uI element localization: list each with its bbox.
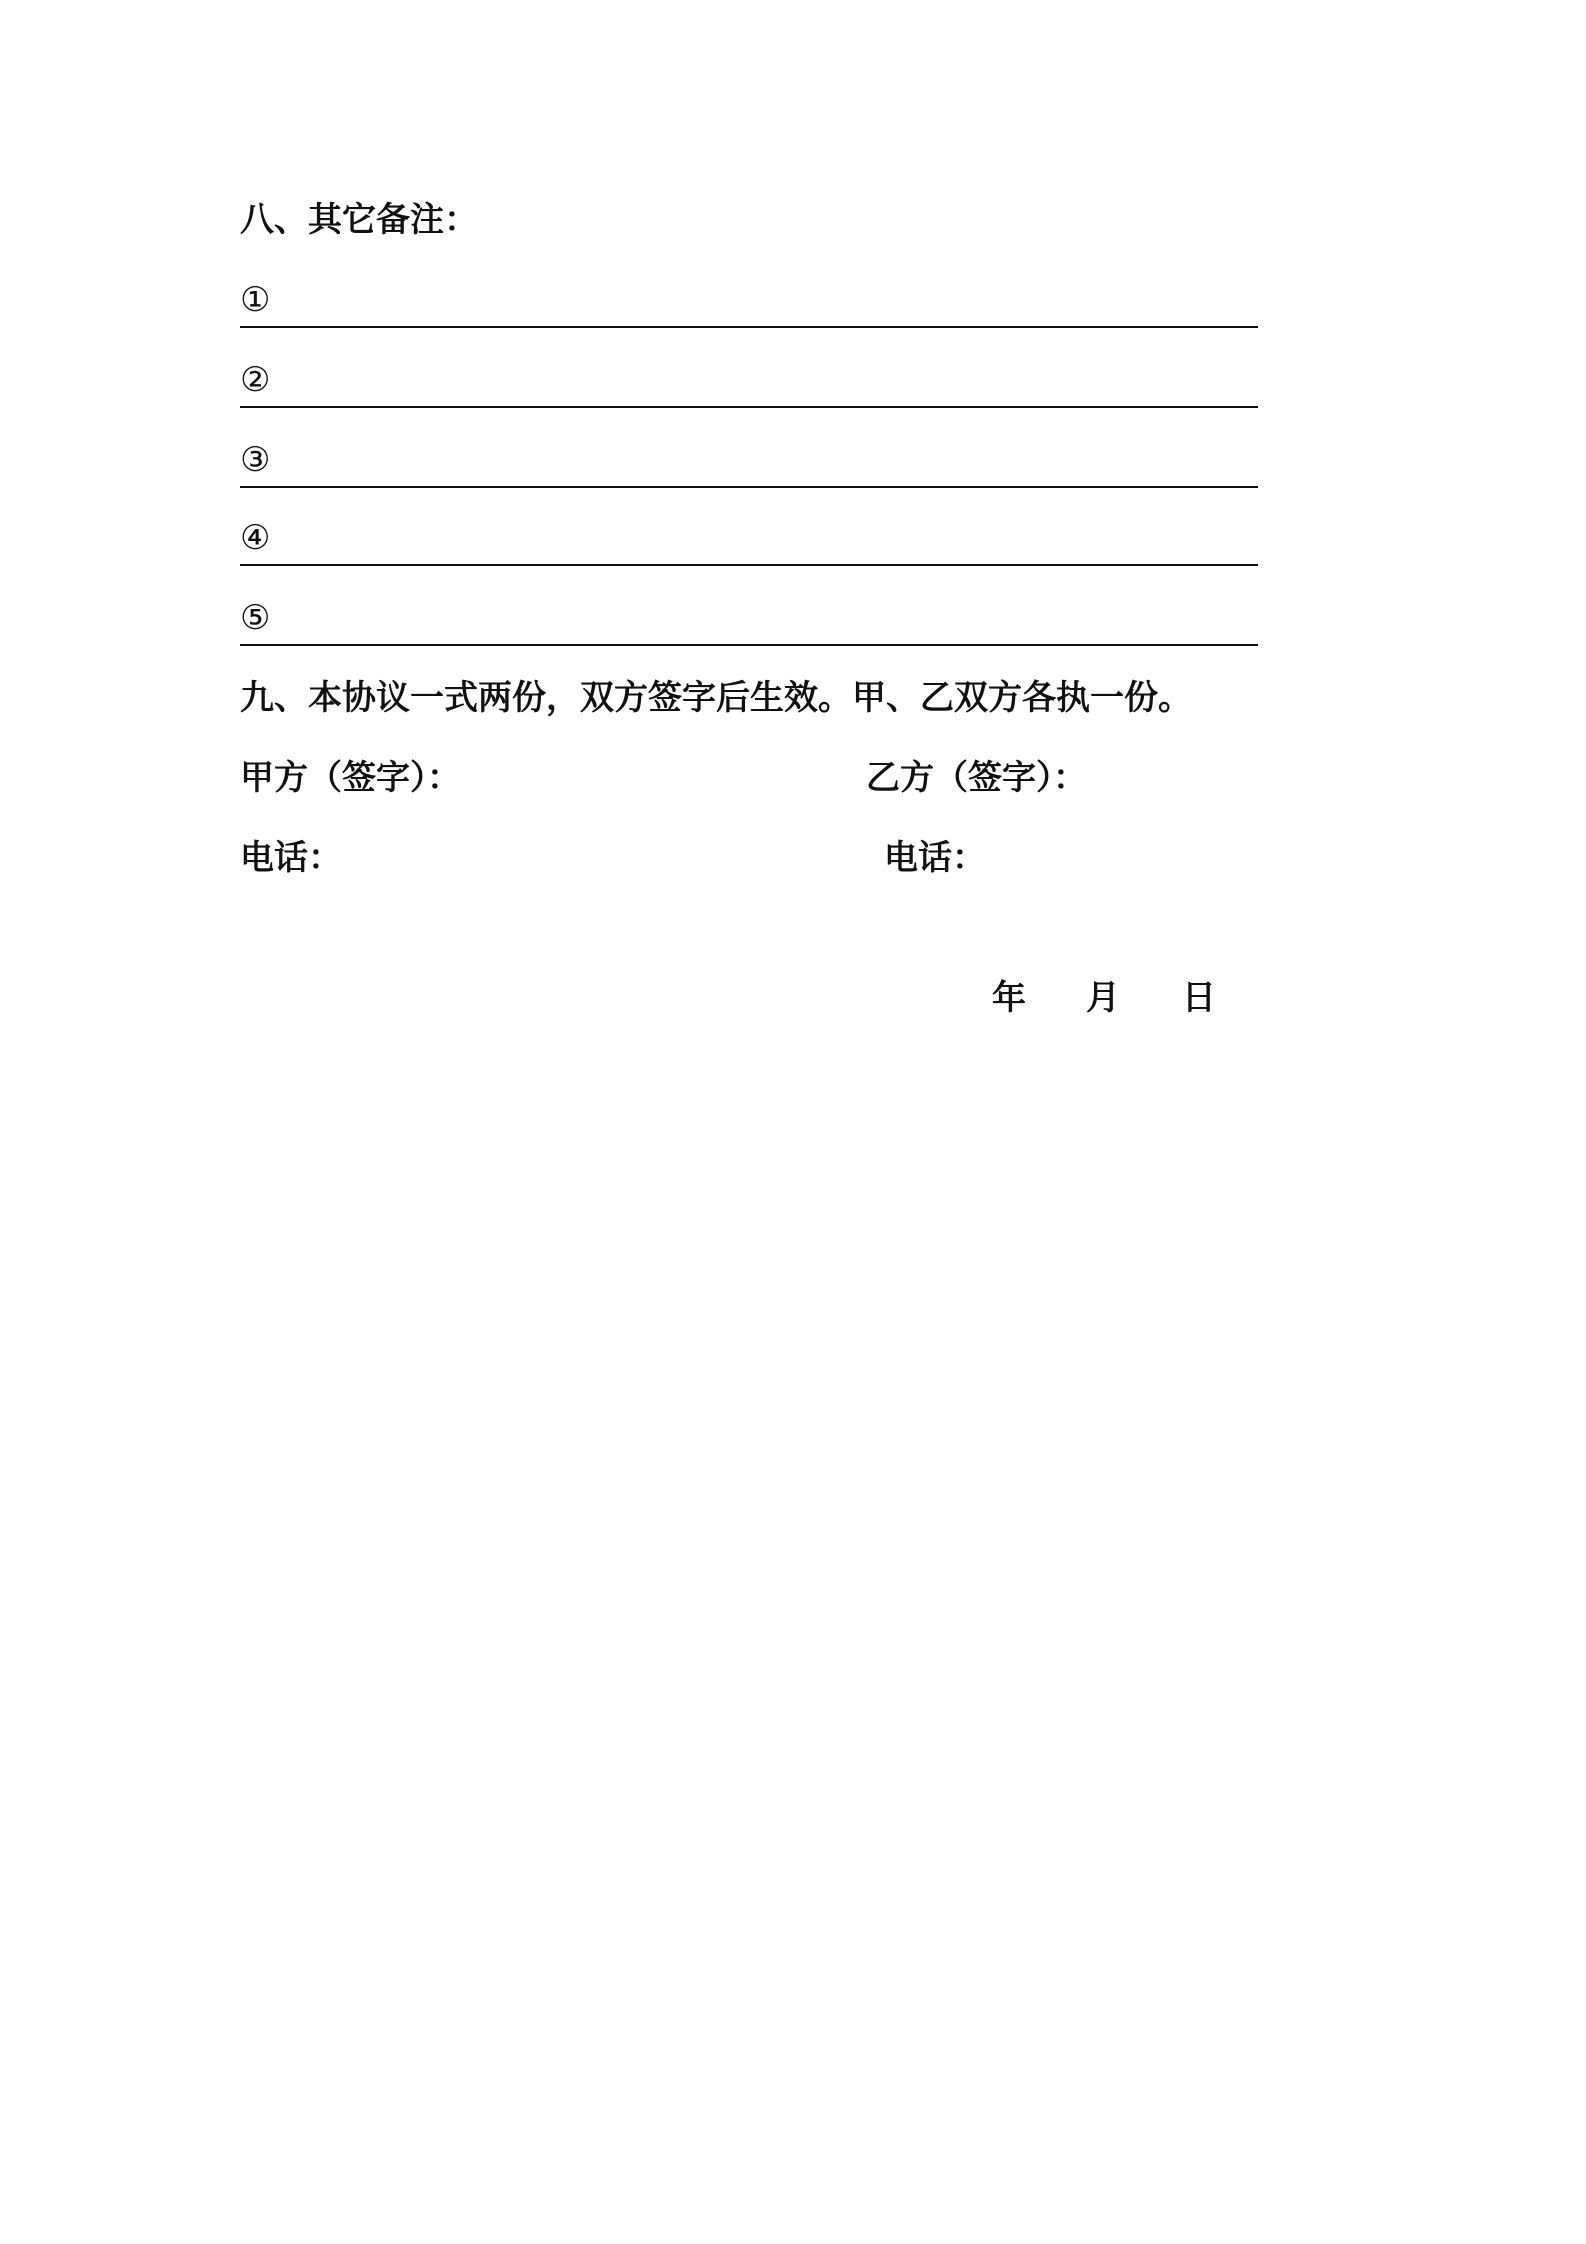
party-b-phone-label: 电话：: [884, 838, 986, 878]
note-line-4[interactable]: [240, 506, 1258, 566]
note-number-5: ⑤: [240, 598, 271, 638]
note-number-4: ④: [240, 518, 271, 558]
section-9-text: 九、本协议一式两份，双方签字后生效。甲、乙双方各执一份。: [240, 678, 1192, 718]
date-year-label: 年: [992, 978, 1026, 1018]
date-month-label: 月: [1086, 978, 1120, 1018]
note-line-5[interactable]: [240, 586, 1258, 646]
party-b-signature-label: 乙方（签字）：: [866, 758, 1087, 798]
note-number-1: ①: [240, 280, 271, 320]
note-line-3[interactable]: [240, 428, 1258, 488]
note-number-3: ③: [240, 440, 271, 480]
note-number-2: ②: [240, 360, 271, 400]
party-a-signature-label: 甲方（签字）：: [240, 758, 461, 798]
note-line-2[interactable]: [240, 348, 1258, 408]
party-a-phone-label: 电话：: [240, 838, 342, 878]
section-8-heading: 八、其它备注：: [240, 200, 478, 240]
date-day-label: 日: [1182, 978, 1216, 1018]
note-line-1[interactable]: [240, 268, 1258, 328]
